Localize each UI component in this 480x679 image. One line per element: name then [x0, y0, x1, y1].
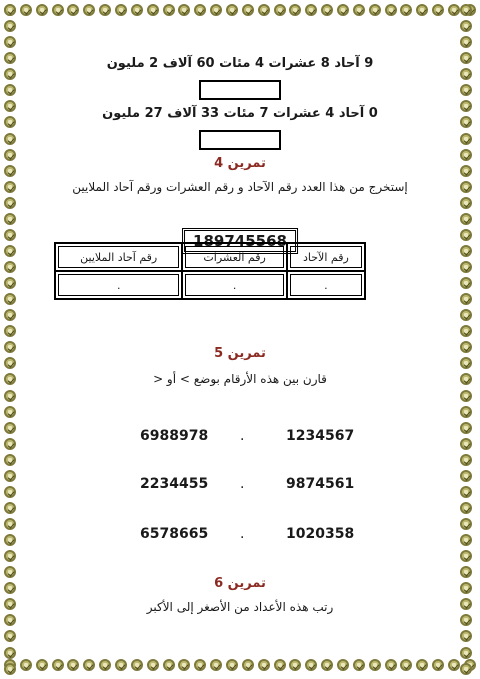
border-ring-icon	[385, 4, 397, 16]
border-ring-icon	[460, 647, 472, 659]
border-ring-icon	[147, 659, 159, 671]
border-ring-icon	[4, 566, 16, 578]
border-ring-icon	[4, 486, 16, 498]
border-ring-icon	[4, 518, 16, 530]
border-ring-icon	[4, 277, 16, 289]
border-ring-icon	[194, 659, 206, 671]
border-ring-icon	[460, 4, 472, 16]
exercise-6-title: تمرين 6	[214, 576, 266, 591]
number-description-2: 0 آحاد 4 عشرات 7 مئات 33 آلاف 27 مليون	[102, 106, 378, 121]
border-ring-icon	[460, 213, 472, 225]
border-ring-icon	[4, 133, 16, 145]
border-ring-icon	[242, 659, 254, 671]
number-description-1: 9 آحاد 8 عشرات 4 مئات 60 آلاف 2 مليون	[106, 56, 374, 71]
border-ring-icon	[4, 84, 16, 96]
border-ring-icon	[4, 261, 16, 273]
border-ring-icon	[4, 550, 16, 562]
border-ring-icon	[36, 4, 48, 16]
answer-cell-millions-units[interactable]: .	[55, 271, 182, 299]
border-ring-icon	[460, 486, 472, 498]
border-ring-icon	[4, 293, 16, 305]
border-ring-icon	[83, 4, 95, 16]
compare-right-number: 1020358	[286, 526, 355, 542]
border-ring-icon	[4, 534, 16, 546]
digit-table	[54, 242, 366, 300]
exercise-5-title: تمرين 5	[214, 346, 266, 361]
border-bottom	[4, 659, 476, 675]
border-ring-icon	[448, 659, 460, 671]
border-ring-icon	[4, 406, 16, 418]
table-row	[55, 271, 365, 299]
exercise-4-number: 189745568	[182, 228, 298, 254]
border-ring-icon	[4, 325, 16, 337]
border-ring-icon	[460, 229, 472, 241]
border-ring-icon	[460, 390, 472, 402]
border-ring-icon	[4, 149, 16, 161]
exercise-6-instruction: رتب هذه الأعداد من الأصغر إلى الأكبر	[146, 600, 334, 614]
border-ring-icon	[4, 20, 16, 32]
border-ring-icon	[4, 438, 16, 450]
border-ring-icon	[369, 4, 381, 16]
border-ring-icon	[385, 659, 397, 671]
border-ring-icon	[258, 659, 270, 671]
border-ring-icon	[460, 422, 472, 434]
border-ring-icon	[194, 4, 206, 16]
border-ring-icon	[163, 4, 175, 16]
border-ring-icon	[4, 4, 16, 16]
compare-right-number: 1234567	[286, 428, 355, 444]
border-ring-icon	[115, 659, 127, 671]
border-ring-icon	[4, 598, 16, 610]
border-ring-icon	[4, 165, 16, 177]
border-ring-icon	[353, 4, 365, 16]
border-ring-icon	[432, 4, 444, 16]
header-tens: رقم العشرات	[182, 243, 286, 271]
border-ring-icon	[4, 181, 16, 193]
border-ring-icon	[460, 245, 472, 257]
compare-answer-slot[interactable]: .	[240, 526, 245, 542]
border-ring-icon	[4, 630, 16, 642]
compare-left-number: 2234455	[140, 476, 209, 492]
border-ring-icon	[274, 4, 286, 16]
border-ring-icon	[432, 659, 444, 671]
border-ring-icon	[226, 4, 238, 16]
border-ring-icon	[321, 659, 333, 671]
border-ring-icon	[460, 534, 472, 546]
compare-left-number: 6578665	[140, 526, 209, 542]
border-ring-icon	[4, 502, 16, 514]
border-ring-icon	[460, 518, 472, 530]
border-ring-icon	[305, 659, 317, 671]
border-ring-icon	[4, 373, 16, 385]
border-ring-icon	[460, 357, 472, 369]
border-ring-icon	[4, 390, 16, 402]
border-ring-icon	[460, 133, 472, 145]
border-ring-icon	[274, 659, 286, 671]
exercise-4-instruction: إستخرج من هذا العدد رقم الآحاد و رقم العشرات ورقم آحاد الملايين	[72, 180, 408, 194]
border-ring-icon	[460, 149, 472, 161]
border-ring-icon	[4, 422, 16, 434]
border-ring-icon	[4, 663, 16, 675]
border-ring-icon	[460, 614, 472, 626]
border-ring-icon	[460, 663, 472, 675]
border-ring-icon	[99, 659, 111, 671]
border-ring-icon	[99, 4, 111, 16]
border-ring-icon	[460, 454, 472, 466]
border-ring-icon	[289, 659, 301, 671]
border-ring-icon	[4, 614, 16, 626]
border-ring-icon	[460, 52, 472, 64]
border-ring-icon	[460, 20, 472, 32]
border-ring-icon	[289, 4, 301, 16]
header-units: رقم الآحاد	[287, 243, 365, 271]
border-ring-icon	[460, 550, 472, 562]
border-ring-icon	[460, 165, 472, 177]
border-ring-icon	[460, 309, 472, 321]
border-ring-icon	[460, 293, 472, 305]
exercise-5-instruction: قارن بين هذه الأرقام بوضع > أو <	[153, 372, 327, 386]
border-ring-icon	[460, 470, 472, 482]
border-ring-icon	[258, 4, 270, 16]
border-ring-icon	[460, 36, 472, 48]
border-ring-icon	[4, 341, 16, 353]
border-ring-icon	[210, 659, 222, 671]
border-ring-icon	[460, 277, 472, 289]
border-ring-icon	[460, 116, 472, 128]
border-top	[4, 4, 476, 20]
border-ring-icon	[210, 4, 222, 16]
border-ring-icon	[321, 4, 333, 16]
border-left	[4, 4, 20, 675]
answer-box-1[interactable]	[199, 80, 281, 100]
worksheet-content	[30, 28, 450, 651]
border-ring-icon	[460, 341, 472, 353]
border-ring-icon	[416, 4, 428, 16]
border-ring-icon	[4, 100, 16, 112]
compare-answer-slot[interactable]: .	[240, 428, 245, 444]
compare-row	[90, 526, 390, 548]
border-ring-icon	[460, 438, 472, 450]
border-ring-icon	[4, 52, 16, 64]
border-ring-icon	[178, 659, 190, 671]
compare-row	[90, 476, 390, 498]
border-ring-icon	[400, 659, 412, 671]
border-ring-icon	[460, 325, 472, 337]
border-ring-icon	[460, 197, 472, 209]
compare-right-number: 9874561	[286, 476, 355, 492]
border-ring-icon	[460, 261, 472, 273]
border-ring-icon	[4, 647, 16, 659]
border-ring-icon	[353, 659, 365, 671]
border-ring-icon	[460, 406, 472, 418]
border-ring-icon	[4, 245, 16, 257]
border-ring-icon	[115, 4, 127, 16]
border-ring-icon	[4, 197, 16, 209]
border-ring-icon	[4, 68, 16, 80]
border-ring-icon	[36, 659, 48, 671]
border-ring-icon	[226, 659, 238, 671]
border-ring-icon	[400, 4, 412, 16]
compare-left-number: 6988978	[140, 428, 209, 444]
border-ring-icon	[4, 213, 16, 225]
border-ring-icon	[369, 659, 381, 671]
border-ring-icon	[4, 357, 16, 369]
border-ring-icon	[305, 4, 317, 16]
border-right	[460, 4, 476, 675]
border-ring-icon	[416, 659, 428, 671]
border-ring-icon	[460, 582, 472, 594]
border-ring-icon	[460, 100, 472, 112]
border-ring-icon	[20, 4, 32, 16]
border-ring-icon	[4, 229, 16, 241]
answer-cell-tens[interactable]: .	[182, 271, 286, 299]
border-ring-icon	[20, 659, 32, 671]
border-ring-icon	[448, 4, 460, 16]
border-ring-icon	[52, 659, 64, 671]
border-ring-icon	[460, 181, 472, 193]
border-ring-icon	[147, 4, 159, 16]
border-ring-icon	[131, 659, 143, 671]
border-ring-icon	[4, 36, 16, 48]
border-ring-icon	[460, 566, 472, 578]
border-ring-icon	[4, 116, 16, 128]
header-millions-units: رقم آحاد الملايين	[55, 243, 182, 271]
border-ring-icon	[337, 659, 349, 671]
border-ring-icon	[242, 4, 254, 16]
border-ring-icon	[67, 659, 79, 671]
border-ring-icon	[460, 502, 472, 514]
border-ring-icon	[4, 309, 16, 321]
border-ring-icon	[163, 659, 175, 671]
border-ring-icon	[4, 470, 16, 482]
border-ring-icon	[460, 598, 472, 610]
border-ring-icon	[131, 4, 143, 16]
border-ring-icon	[83, 659, 95, 671]
border-ring-icon	[178, 4, 190, 16]
border-ring-icon	[460, 630, 472, 642]
border-ring-icon	[4, 454, 16, 466]
compare-row	[90, 428, 390, 450]
border-ring-icon	[4, 582, 16, 594]
border-ring-icon	[337, 4, 349, 16]
answer-box-2[interactable]	[199, 130, 281, 150]
border-ring-icon	[67, 4, 79, 16]
table-header-row	[55, 243, 365, 271]
border-ring-icon	[52, 4, 64, 16]
exercise-4-title: تمرين 4	[214, 156, 266, 171]
border-ring-icon	[460, 68, 472, 80]
answer-cell-units[interactable]: .	[287, 271, 365, 299]
border-ring-icon	[460, 84, 472, 96]
border-ring-icon	[460, 373, 472, 385]
compare-answer-slot[interactable]: .	[240, 476, 245, 492]
